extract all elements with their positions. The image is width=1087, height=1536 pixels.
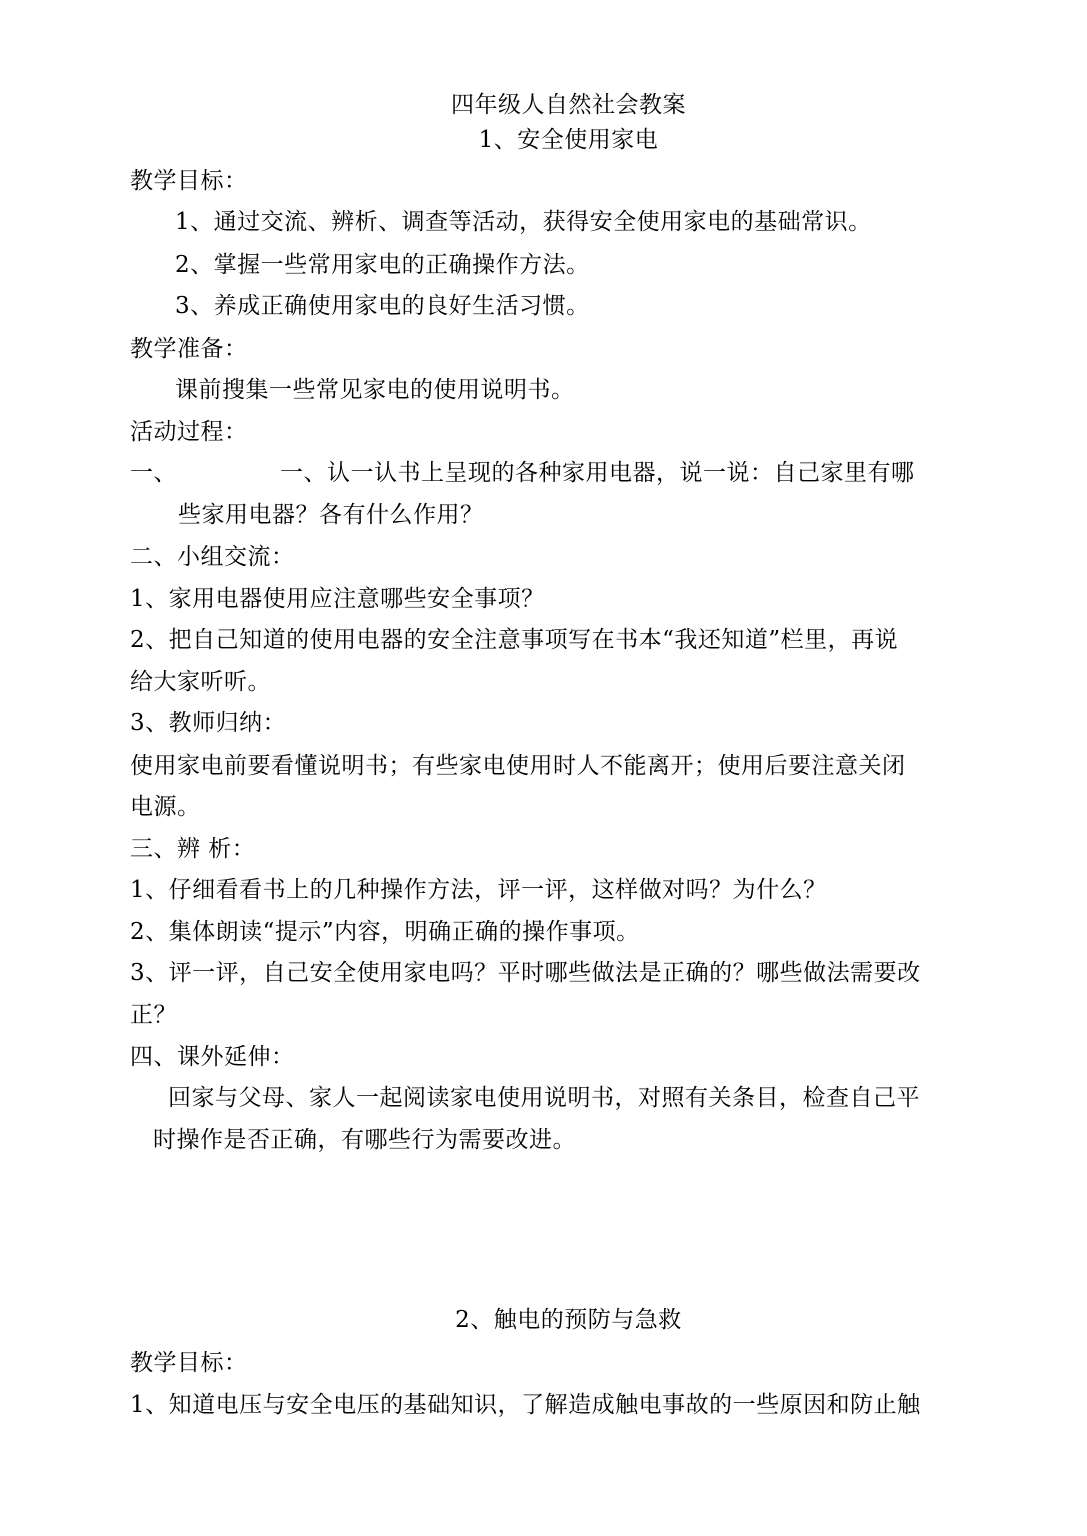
step2-item-2-line1: 2、把自己知道的使用电器的安全注意事项写在书本“我还知道”栏里，再说 <box>130 627 899 653</box>
lesson2-goals-heading: 教学目标： <box>130 1350 248 1376</box>
lesson2-title: 2、触电的预防与急救 <box>455 1307 682 1333</box>
lesson1-goal-1: 1、通过交流、辨析、调查等活动，获得安全使用家电的基础常识。 <box>175 209 872 235</box>
step3-item-2: 2、集体朗读“提示”内容，明确正确的操作事项。 <box>130 919 640 945</box>
step3-item-3-line1: 3、评一评，自己安全使用家电吗？平时哪些做法是正确的？哪些做法需要改 <box>130 960 921 986</box>
lesson1-title: 1、安全使用家电 <box>478 127 659 153</box>
step4-text-line1: 回家与父母、家人一起阅读家电使用说明书，对照有关条目，检查自己平 <box>168 1085 920 1111</box>
step2-heading: 二、小组交流： <box>130 544 295 570</box>
step4-heading: 四、课外延伸： <box>130 1044 295 1070</box>
lesson1-goal-2: 2、掌握一些常用家电的正确操作方法。 <box>175 252 590 278</box>
step1-text-line2: 些家用电器？各有什么作用？ <box>178 502 484 528</box>
lesson2-goal-1-line1: 1、知道电压与安全电压的基础知识，了解造成触电事故的一些原因和防止触 <box>130 1392 921 1418</box>
step1-list-marker: 一、 <box>130 460 177 486</box>
step2-item-1: 1、家用电器使用应注意哪些安全事项？ <box>130 586 545 612</box>
lesson1-process-heading: 活动过程： <box>130 419 248 445</box>
lesson1-goals-heading: 教学目标： <box>130 168 248 194</box>
summary-line2: 电源。 <box>130 794 201 820</box>
lesson1-prep-text: 课前搜集一些常见家电的使用说明书。 <box>175 377 575 403</box>
step3-item-3-line2: 正？ <box>130 1002 177 1028</box>
step2-item-2-line2: 给大家听听。 <box>130 669 271 695</box>
step2-item-3: 3、教师归纳： <box>130 710 287 736</box>
document-title: 四年级人自然社会教案 <box>451 92 686 118</box>
lesson1-goal-3: 3、养成正确使用家电的良好生活习惯。 <box>175 293 590 319</box>
step3-heading: 三、辨 析： <box>130 836 256 862</box>
step1-text-line1: 一、认一认书上呈现的各种家用电器，说一说：自己家里有哪 <box>280 460 915 486</box>
summary-line1: 使用家电前要看懂说明书；有些家电使用时人不能离开；使用后要注意关闭 <box>130 753 906 779</box>
step4-text-line2: 时操作是否正确，有哪些行为需要改进。 <box>153 1127 576 1153</box>
lesson1-prep-heading: 教学准备： <box>130 336 248 362</box>
step3-item-1: 1、仔细看看书上的几种操作方法，评一评，这样做对吗？为什么？ <box>130 877 827 903</box>
